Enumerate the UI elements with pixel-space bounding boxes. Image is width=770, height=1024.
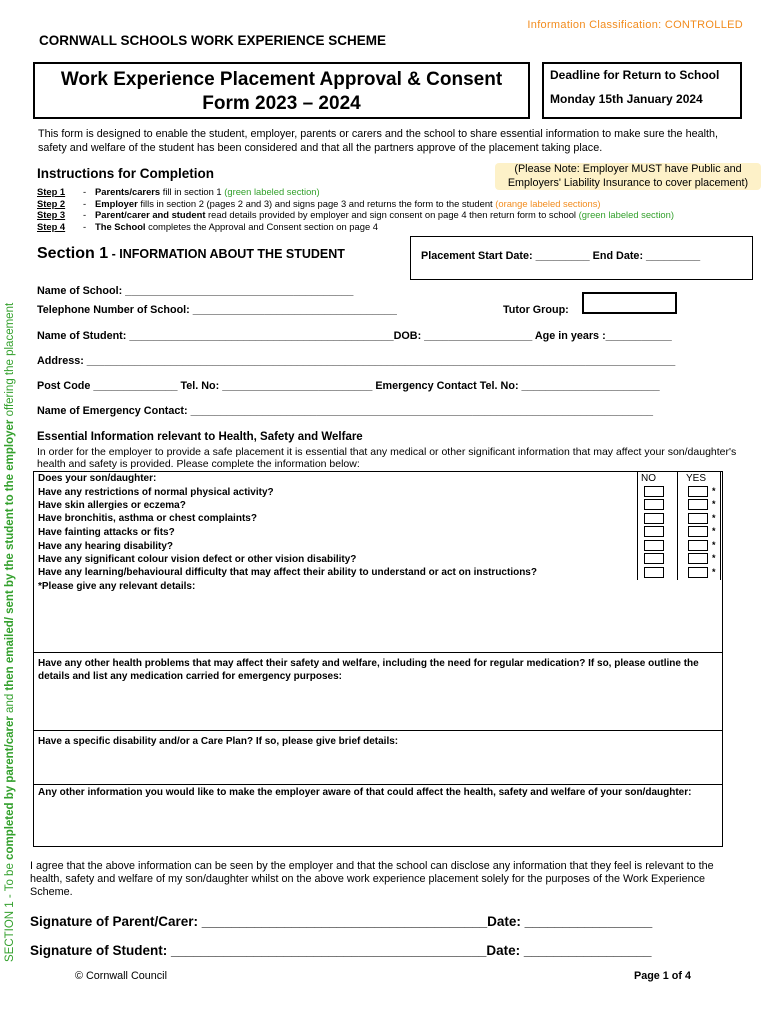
parent-signature-field[interactable]: Signature of Parent/Carer: ______________________________________Date: _________________: [30, 914, 653, 929]
yes-checkbox[interactable]: [688, 499, 708, 510]
section1-side-label: SECTION 1 - To be completed by parent/carer and then emailed/ sent by the student to the employer offering the placement: [4, 302, 16, 962]
agreement-text: I agree that the above information can be seen by the employer and that the school can disclose any information that they feel is relevant to the health, safety and welfare of my son/daughter whilst on the above work experience placement solely for the purposes of the Work Experience Scheme.: [30, 860, 714, 898]
tutor-group-input[interactable]: [582, 292, 677, 314]
no-checkbox[interactable]: [644, 553, 664, 564]
no-checkbox[interactable]: [644, 486, 664, 497]
school-name-field[interactable]: Name of School: ______________________________________: [37, 285, 354, 297]
step-text: completes the Approval and Consent section on page 4: [145, 220, 378, 232]
step-row: Step 2 - Employer fills in section 2 (pages 2 and 3) and signs page 3 and returns the form to the student (orange labeled sections): [37, 197, 601, 209]
yes-checkbox[interactable]: [688, 567, 708, 578]
asterisk: *: [712, 499, 716, 509]
health-question: Have any significant colour vision defect or other vision disability?: [38, 554, 357, 565]
page-number: Page 1 of 4: [634, 970, 692, 982]
health-question: Have any restrictions of normal physical activity?: [38, 487, 274, 498]
placement-dates-box[interactable]: Placement Start Date: _________ End Date: _________: [410, 236, 753, 280]
no-checkbox[interactable]: [644, 567, 664, 578]
yes-checkbox[interactable]: [688, 540, 708, 551]
deadline-box: [542, 62, 742, 119]
step-tag: (green labeled section): [578, 209, 674, 221]
step-who: Parent/carer and student: [95, 209, 206, 221]
no-checkbox[interactable]: [644, 499, 664, 510]
no-checkbox[interactable]: [644, 540, 664, 551]
yes-column-header: YES: [686, 473, 707, 484]
details-prompt[interactable]: *Please give any relevant details:: [38, 581, 196, 592]
instructions-heading: Instructions for Completion: [37, 166, 214, 181]
step-who: Parents/carers: [95, 186, 161, 197]
no-checkbox[interactable]: [644, 526, 664, 537]
step-row: Step 4 - The School completes the Approval and Consent section on page 4: [37, 220, 378, 232]
tutor-group-label: Tutor Group:: [503, 304, 569, 316]
health-question: Have any learning/behavioural difficulty that may affect their ability to understand or act on instructions?: [38, 567, 537, 578]
section1-heading: Section 1 - INFORMATION ABOUT THE STUDENT: [37, 245, 345, 262]
form-title-box: [33, 62, 530, 119]
intro-text: This form is designed to enable the student, employer, parents or carers and the school to share essential information to make sure the health, safety and welfare of the student has been considered and that all the partners approve of the placement taking place.: [38, 128, 718, 154]
form-title-line1: Work Experience Placement Approval & Consent: [60, 69, 503, 90]
step-label: Step 1: [37, 186, 66, 197]
step-who: Employer: [95, 197, 138, 209]
student-signature-field[interactable]: Signature of Student: __________________________________________Date: _________________: [30, 943, 652, 958]
yes-checkbox[interactable]: [688, 486, 708, 497]
disability-prompt[interactable]: Have a specific disability and/or a Care Plan? If so, please give brief details:: [38, 736, 399, 747]
yes-checkbox[interactable]: [688, 553, 708, 564]
essential-info-heading: Essential Information relevant to Health, Safety and Welfare: [37, 431, 363, 443]
deadline-date: Monday 15th January 2024: [550, 92, 703, 106]
step-label: Step 4: [37, 220, 66, 232]
emergency-contact-field[interactable]: Name of Emergency Contact: _____________________________________________________________________________: [37, 405, 653, 417]
address-field[interactable]: Address: __________________________________________________________________________________________________: [37, 355, 676, 367]
other-info-prompt[interactable]: Any other information you would like to make the employer aware of that could affect the health, safety and welfare of your son/daughter:: [38, 787, 692, 798]
step-text: fill in section 1: [160, 186, 225, 197]
deadline-label: Deadline for Return to School: [550, 68, 720, 82]
step-text: read details provided by employer and sign consent on page 4 then return form to school: [205, 209, 579, 221]
postcode-tel-field[interactable]: Post Code ______________ Tel. No: _________________________ Emergency Contact Tel. No: _______________________: [37, 380, 660, 392]
scheme-title: CORNWALL SCHOOLS WORK EXPERIENCE SCHEME: [39, 33, 387, 48]
yes-checkbox[interactable]: [688, 513, 708, 524]
essential-info-intro: In order for the employer to provide a safe placement it is essential that any medical or other significant information that may affect your son/daughter's health and safety is provided. Please complete the information below:: [37, 446, 737, 470]
asterisk: *: [712, 486, 716, 496]
asterisk: *: [712, 553, 716, 563]
step-tag: (green labeled section): [224, 186, 320, 197]
health-question: Have any hearing disability?: [38, 541, 174, 552]
form-title-line2: Form 2023 – 2024: [202, 93, 361, 114]
step-who: The School: [95, 220, 146, 232]
health-question: Have skin allergies or eczema?: [38, 500, 186, 511]
step-label: Step 2: [37, 197, 66, 209]
student-name-field[interactable]: Name of Student: ____________________________________________DOB: __________________ Age in years :___________: [37, 330, 672, 342]
copyright: © Cornwall Council: [75, 970, 167, 982]
asterisk: *: [712, 540, 716, 550]
school-phone-field[interactable]: Telephone Number of School: __________________________________: [37, 304, 397, 316]
employer-insurance-note: (Please Note: Employer MUST have Public and Employers' Liability Insurance to cover placement): [495, 163, 761, 190]
asterisk: *: [712, 526, 716, 536]
yes-checkbox[interactable]: [688, 526, 708, 537]
health-question: Have bronchitis, asthma or chest complaints?: [38, 513, 257, 524]
classification-label: Information Classification: CONTROLLED: [527, 19, 743, 31]
health-question: Have fainting attacks or fits?: [38, 527, 175, 538]
no-column-header: NO: [641, 473, 656, 484]
asterisk: *: [712, 567, 716, 577]
steps-list: [37, 186, 674, 232]
table-header: Does your son/daughter:: [38, 473, 157, 484]
step-row: Step 3 - Parent/carer and student read details provided by employer and sign consent on page 4 then return form to school (green labeled section): [37, 209, 674, 221]
step-row: Step 1 - Parents/carers fill in section 1 (green labeled section): [37, 186, 320, 197]
step-text: fills in section 2 (pages 2 and 3) and signs page 3 and returns the form to the student: [137, 197, 496, 209]
no-checkbox[interactable]: [644, 513, 664, 524]
step-tag: (orange labeled sections): [495, 197, 601, 209]
other-health-prompt[interactable]: Have any other health problems that may affect their safety and welfare, including the need for regular medication? If so, please outline the details and list any medication carried for emergency purposes:: [38, 658, 699, 682]
step-label: Step 3: [37, 209, 66, 221]
asterisk: *: [712, 513, 716, 523]
health-table: [33, 471, 723, 847]
